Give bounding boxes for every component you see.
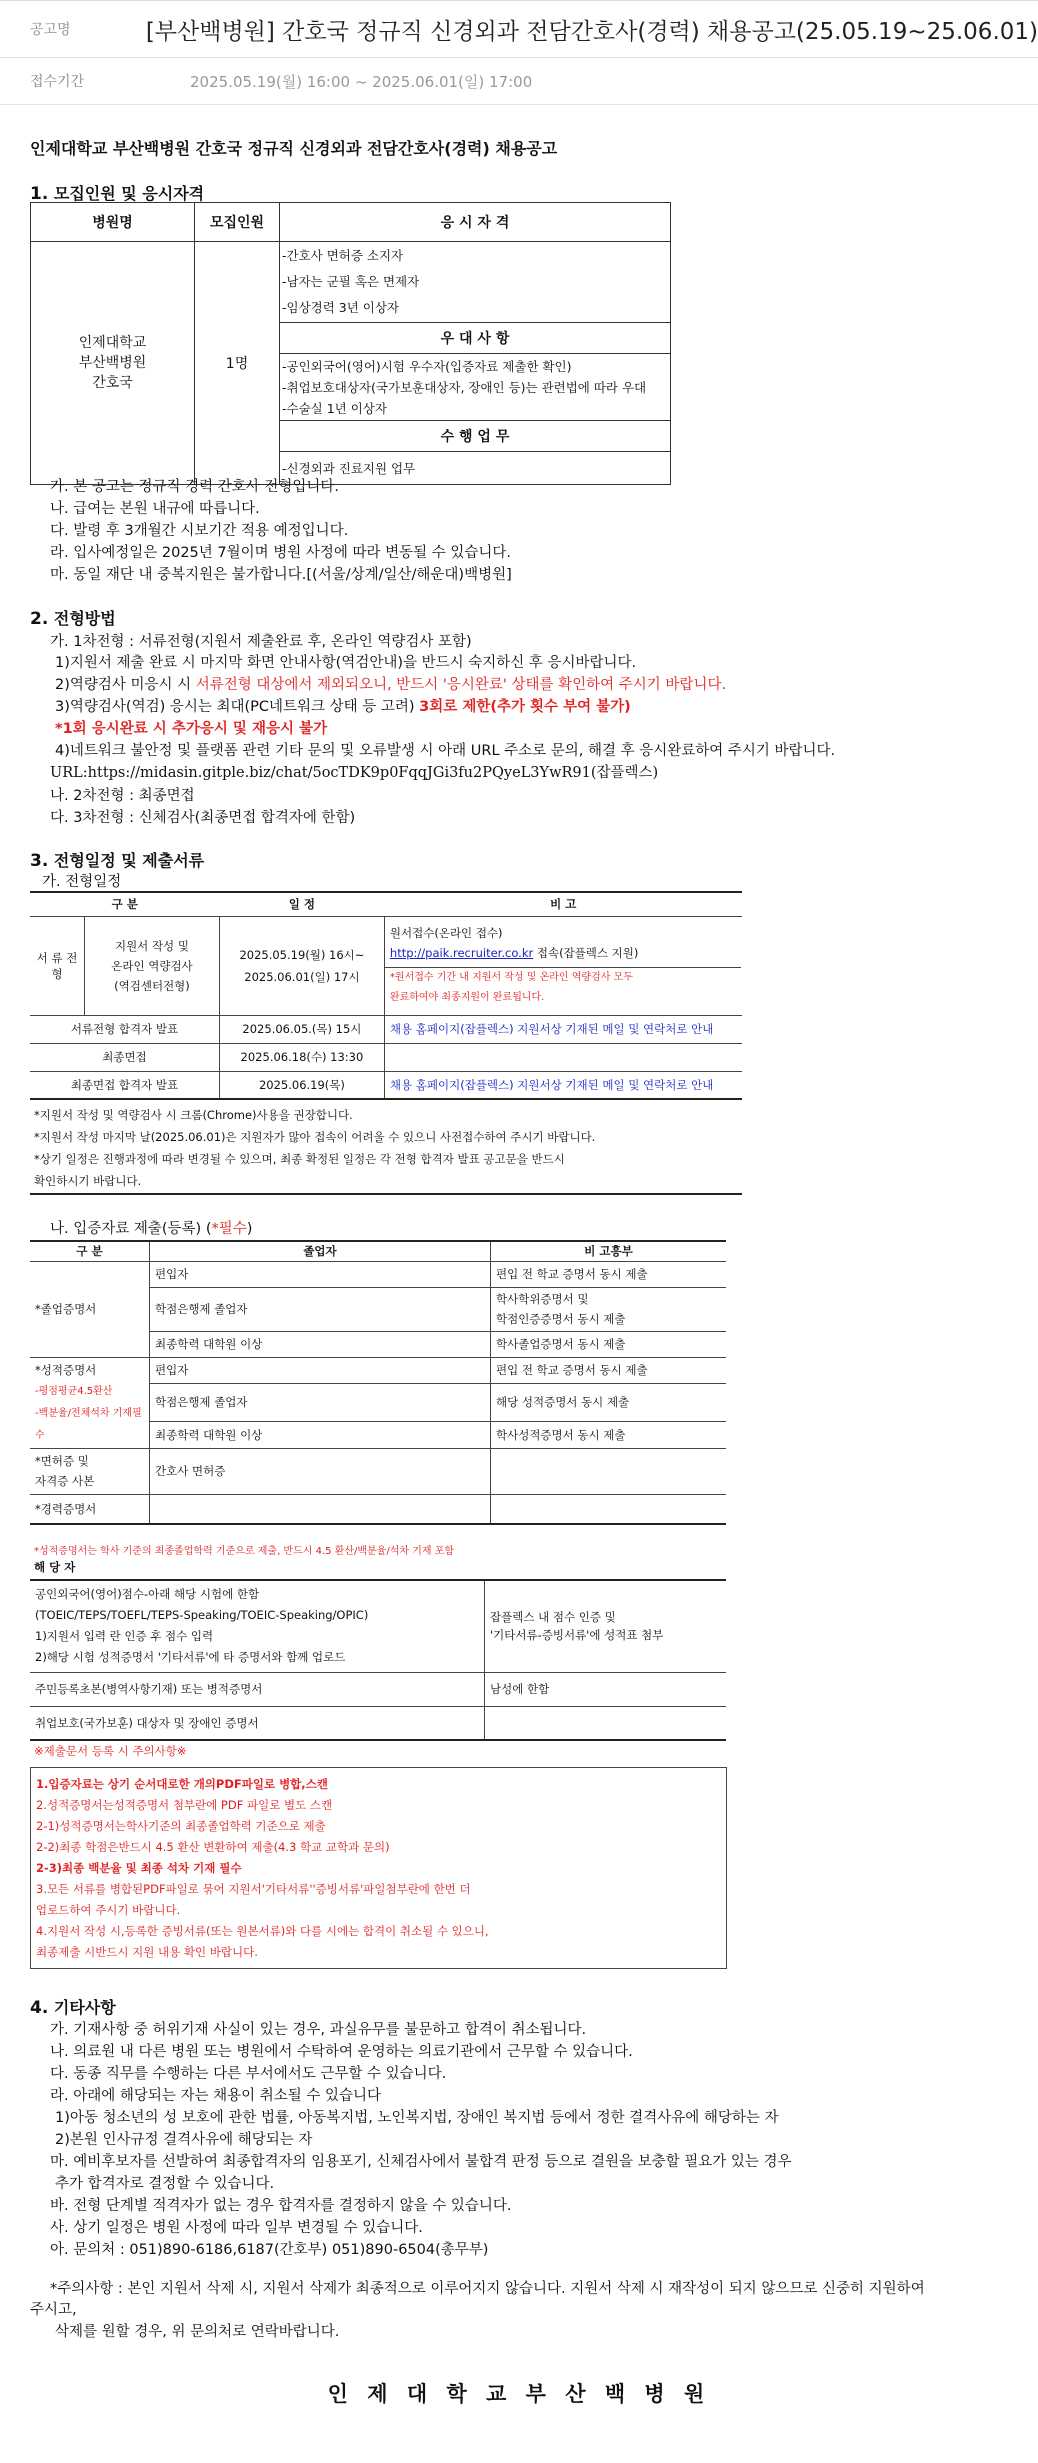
s2-line: 나. 2차전형 : 최종면접: [50, 788, 195, 804]
doc-screen-sub: 지원서 작성 및 온라인 역량검사 (역검센터전형): [85, 916, 220, 1015]
sched-row-label: 최종면접 합격자 발표: [30, 1071, 219, 1099]
doc-title: 인제대학교 부산백병원 간호국 정규직 신경외과 전담간호사(경력) 채용공고: [30, 139, 558, 158]
s2-line: 2)역량검사 미응시 시 서류전형 대상에서 제외되오니, 반드시 '응시완료' 상태를 확인하여 주시기 바랍니다.: [55, 677, 727, 693]
doc-cell: 학사졸업증명서 동시 제출: [491, 1331, 727, 1357]
period-key: 접수기간: [30, 74, 85, 90]
sub-heading: 나. 입증자료 제출(등록) (*필수): [50, 1221, 253, 1237]
caution-line: 최종제출 시반드시 지원 내용 확인 바랍니다.: [36, 1945, 258, 1959]
doc-cell: [150, 1494, 491, 1524]
sched-row-date: 2025.06.19(목): [219, 1071, 384, 1099]
s4-line: 다. 동종 직무를 수행하는 다른 부서에서도 근무할 수 있습니다.: [50, 2066, 447, 2082]
hospital-cell: 인제대학교 부산백병원 간호국: [31, 242, 195, 485]
th-doc-cat: 구 분: [30, 1241, 150, 1261]
doc-cell: [491, 1448, 727, 1494]
score-cat: *성적증명서 -평점평균4.5환산 -백분율/전체석차 기재필 수: [30, 1357, 150, 1448]
notice-title-row: [0, 1, 1038, 58]
s4-line: 마. 예비후보자를 선발하여 최종합격자의 임용포기, 신체검사에서 불합격 판정 등으로 결원을 보충할 필요가 있는 경우: [50, 2154, 792, 2170]
section-2-heading: 2. 전형방법: [30, 609, 116, 629]
sched-row-note: 채용 홈페이지(잡플렉스) 지원서상 기재된 메일 및 연락처로 안내: [384, 1071, 742, 1099]
doc-cell: 편입 전 학교 증명서 동시 제출: [491, 1357, 727, 1384]
s1-note: 나. 급여는 본원 내규에 따릅니다.: [50, 501, 260, 517]
th-qual: 응 시 자 격: [280, 203, 671, 242]
doc-cell: 편입자: [150, 1261, 491, 1287]
sched-row-note: [384, 1043, 742, 1071]
s2-url: URL:https://midasin.gitple.biz/chat/5ocTDK9p0FqqJGi3fu2PQyeL3YwR91(잡플렉스): [50, 765, 659, 781]
s1-note: 라. 입사예정일은 2025년 7월이며 병원 사정에 따라 변동될 수 있습니다.: [50, 545, 512, 561]
s4-line: 가. 기재사항 중 허위기재 사실이 있는 경우, 과실유무를 불문하고 합격이 취소됩니다.: [50, 2022, 587, 2038]
sched-note: 확인하시기 바랍니다.: [34, 1174, 142, 1188]
applicable-table: [30, 1579, 726, 1741]
s4-line: 사. 상기 일정은 병원 사정에 따라 일부 변경될 수 있습니다.: [50, 2220, 423, 2236]
sched-note: *지원서 작성 및 역량검사 시 크롬(Chrome)사용을 권장합니다.: [34, 1108, 353, 1122]
warning-line: *주의사항 : 본인 지원서 삭제 시, 지원서 삭제가 최종적으로 이루어지지 않습니다. 지원서 삭제 시 재작성이 되지 않으므로 신중히 지원하여: [50, 2281, 925, 2297]
schedule-table: [30, 891, 742, 1100]
s4-line: 나. 의료원 내 다른 병원 또는 병원에서 수탁하여 운영하는 의료기관에서 근무할 수 있습니다.: [50, 2044, 633, 2060]
recruiter-link[interactable]: http://paik.recruiter.co.kr: [389, 946, 534, 960]
s2-line: 다. 3차전형 : 신체검사(최종면접 합격자에 한함): [50, 810, 356, 826]
sched-row-date: 2025.06.18(수) 13:30: [219, 1043, 384, 1071]
s4-line: 바. 전형 단계별 적격자가 없는 경우 합격자를 결정하지 않을 수 있습니다.: [50, 2198, 512, 2214]
doc-cell: 남성에 한함: [485, 1672, 727, 1706]
caution-line: 2.성적증명서는성적증명서 첨부란에 PDF 파일로 별도 스캔: [36, 1798, 333, 1812]
divider: [30, 1193, 742, 1195]
sched-note: *지원서 작성 마지막 날(2025.06.01)은 지원자가 많아 접속이 어려울 수 있으니 사전접수하여 주시기 바랍니다.: [34, 1130, 596, 1144]
s2-line: 1)지원서 제출 완료 시 마지막 화면 안내사항(역검안내)을 반드시 숙지하신 후 응시바랍니다.: [55, 655, 637, 671]
duty-title: 수 행 업 무: [280, 421, 671, 452]
s4-line: 아. 문의처 : 051)890-6186,6187(간호부) 051)890-6504(총무부): [50, 2242, 489, 2258]
s2-line: 4)네트워크 불안정 및 플랫폼 관련 기타 문의 및 오류발생 시 아래 URL 주소로 문의, 해결 후 응시완료하여 주시기 바랍니다.: [55, 743, 836, 759]
grad-cat: *졸업증명서: [30, 1261, 150, 1357]
doc-screen-date: 2025.05.19(월) 16시~ 2025.06.01(일) 17시: [219, 916, 384, 1015]
doc-cell: 학사성적증명서 동시 제출: [491, 1421, 727, 1448]
sched-row-date: 2025.06.05.(목) 15시: [219, 1015, 384, 1043]
caution-line: 2-3)최종 백분율 및 최종 석차 기재 필수: [36, 1861, 242, 1875]
lang-note: 잡플렉스 내 점수 인증 및 '기타서류-증빙서류'에 성적표 첨부: [485, 1580, 727, 1672]
doc-cell: 최종학력 대학원 이상: [150, 1331, 491, 1357]
section-4-heading: 4. 기타사항: [30, 1998, 116, 2018]
warning-line: 삭제를 원할 경우, 위 문의처로 연락바랍니다.: [55, 2324, 340, 2340]
section-3-heading: 3. 전형일정 및 제출서류: [30, 851, 205, 871]
s1-note: 마. 동일 재단 내 중복지원은 불가합니다.[(서울/상계/일산/해운대)백병원]: [50, 567, 512, 583]
career-cat: *경력증명서: [30, 1494, 150, 1524]
caution-line: 4.지원서 작성 시,등록한 증빙서류(또는 원본서류)와 다를 시에는 합격이 취소될 수 있으니,: [36, 1924, 489, 1938]
doc-cell: [491, 1494, 727, 1524]
period-row: [0, 58, 1038, 105]
who-label: 해 당 자: [34, 1560, 76, 1574]
caution-line: 2-1)성적증명서는학사기준의 최종졸업학력 기준으로 제출: [36, 1819, 326, 1833]
notice-header: [0, 0, 1038, 105]
documents-table: [30, 1240, 726, 1525]
th-date: 일 정: [219, 892, 384, 916]
doc-cell: [485, 1706, 727, 1740]
sched-row-label: 서류전형 합격자 발표: [30, 1015, 219, 1043]
period-value: 2025.05.19(월) 16:00 ~ 2025.06.01(일) 17:00: [190, 72, 533, 91]
pref-list: -공인외국어(영어)시험 우수자(입증자료 제출한 확인) -취업보호대상자(국가보훈대상자, 장애인 등)는 관련법에 따라 우대 -수술실 1년 이상자: [280, 354, 671, 421]
th-doc-note: 비 고흥부: [491, 1241, 727, 1261]
doc-cell: 편입자: [150, 1357, 491, 1384]
s1-note: 다. 발령 후 3개월간 시보기간 적용 예정입니다.: [50, 523, 349, 539]
s4-line: 라. 아래에 해당되는 자는 채용이 취소될 수 있습니다: [50, 2088, 382, 2104]
notice-title: [부산백병원] 간호국 정규직 신경외과 전담간호사(경력) 채용공고(25.05.19~25.06.01): [145, 18, 1038, 45]
doc-cell: 간호사 면허증: [150, 1448, 491, 1494]
s4-line: 추가 합격자로 결정할 수 있습니다.: [55, 2176, 275, 2192]
license-cat: *면허증 및 자격증 사본: [30, 1448, 150, 1494]
doc-screen-note: 원서접수(온라인 접수) http://paik.recruiter.co.kr 접속(잡플렉스 지원) *원서접수 기간 내 지원서 작성 및 온라인 역량검사 모두 완료하여야 최종지원이 완료됩니다.: [384, 916, 742, 1015]
th-count: 모집인원: [195, 203, 280, 242]
th-hospital: 병원명: [31, 203, 195, 242]
section-1-heading: 1. 모집인원 및 응시자격: [30, 184, 205, 204]
doc-cell: 최종학력 대학원 이상: [150, 1421, 491, 1448]
s2-line: 가. 1차전형 : 서류전형(지원서 제출완료 후, 온라인 역량검사 포함): [50, 634, 472, 650]
sched-note: *상기 일정은 진행과정에 따라 변경될 수 있으며, 최종 확정된 일정은 각 전형 합격자 발표 공고문을 반드시: [34, 1152, 565, 1166]
qualification-table: [30, 202, 671, 485]
doc-screen-cat: 서 류 전 형: [30, 916, 85, 1015]
doc-cell: 해당 성적증명서 동시 제출: [491, 1384, 727, 1421]
doc-cell: 학사학위증명서 및 학점인증증명서 동시 제출: [491, 1287, 727, 1331]
lang-cell: 공인외국어(영어)점수-아래 해당 시험에 한함 (TOEIC/TEPS/TOEFL/TEPS-Speaking/TOEIC-Speaking/OPIC) 1)지원서 입력 란 인증 후 점수 입력 2)해당 시험 성적증명서 '기타서류'에 타 증명서와 함께 업로드: [30, 1580, 485, 1672]
doc-cell: 취업보호(국가보훈) 대상자 및 장애인 증명서: [30, 1706, 485, 1740]
count-cell: 1명: [195, 242, 280, 485]
score-note: *성적증명서는 학사 기준의 최종졸업학력 기준으로 제출, 반드시 4.5 환산/백분율/석차 기재 포함: [34, 1546, 455, 1557]
s4-line: 1)아동 청소년의 성 보호에 관한 법률, 아동복지법, 노인복지법, 장애인 복지법 등에서 정한 결격사유에 해당하는 자: [55, 2110, 779, 2126]
caution-line: 3.모든 서류를 병합된PDF파일로 묶어 지원서'기타서류''증빙서류'파일첨부란에 한번 더: [36, 1882, 471, 1896]
caution-line: 업로드하여 주시기 바랍니다.: [36, 1903, 181, 1917]
s1-note: 가. 본 공고는 정규직 경력 간호사 전형입니다.: [50, 479, 339, 495]
doc-cell: 편입 전 학교 증명서 동시 제출: [491, 1261, 727, 1287]
caution-line: 1.입증자료는 상기 순서대로한 개의PDF파일로 병합,스캔: [36, 1777, 328, 1791]
duty-text: -신경외과 진료지원 업무: [280, 452, 671, 485]
footer-hospital-name: 인 제 대 학 교 부 산 백 병 원: [327, 2382, 711, 2406]
sched-row-note: 채용 홈페이지(잡플렉스) 지원서상 기재된 메일 및 연락처로 안내: [384, 1015, 742, 1043]
s2-line: *1회 응시완료 시 추가응시 및 재응시 불가: [55, 721, 328, 737]
doc-cell: 주민등록초본(병역사항기재) 또는 병적증명서: [30, 1672, 485, 1706]
th-note: 비 고: [384, 892, 742, 916]
caution-line: 2-2)최종 학점은반드시 4.5 환산 변환하여 제출(4.3 학교 교학과 문의): [36, 1840, 390, 1854]
s4-line: 2)본원 인사규정 결격사유에 해당되는 자: [55, 2132, 313, 2148]
caution-title: ※제출문서 등록 시 주의사항※: [34, 1744, 187, 1758]
qual-list: -간호사 면허증 소지자 -남자는 군필 혹은 면제자 -임상경력 3년 이상자: [280, 242, 671, 323]
pref-title: 우 대 사 항: [280, 323, 671, 354]
sub-heading: 가. 전형일정: [42, 874, 122, 890]
warning-line: 주시고,: [30, 2302, 77, 2318]
s2-line: 3)역량검사(역검) 응시는 최대(PC네트워크 상태 등 고려) 3회로 제한(추가 횟수 부여 불가): [55, 699, 631, 715]
sched-row-label: 최종면접: [30, 1043, 219, 1071]
doc-cell: 학점은행제 졸업자: [150, 1384, 491, 1421]
notice-title-key: 공고명: [30, 22, 71, 38]
doc-cell: 학점은행제 졸업자: [150, 1287, 491, 1331]
th-category: 구 분: [30, 892, 219, 916]
th-doc-grad: 졸업자: [150, 1241, 491, 1261]
